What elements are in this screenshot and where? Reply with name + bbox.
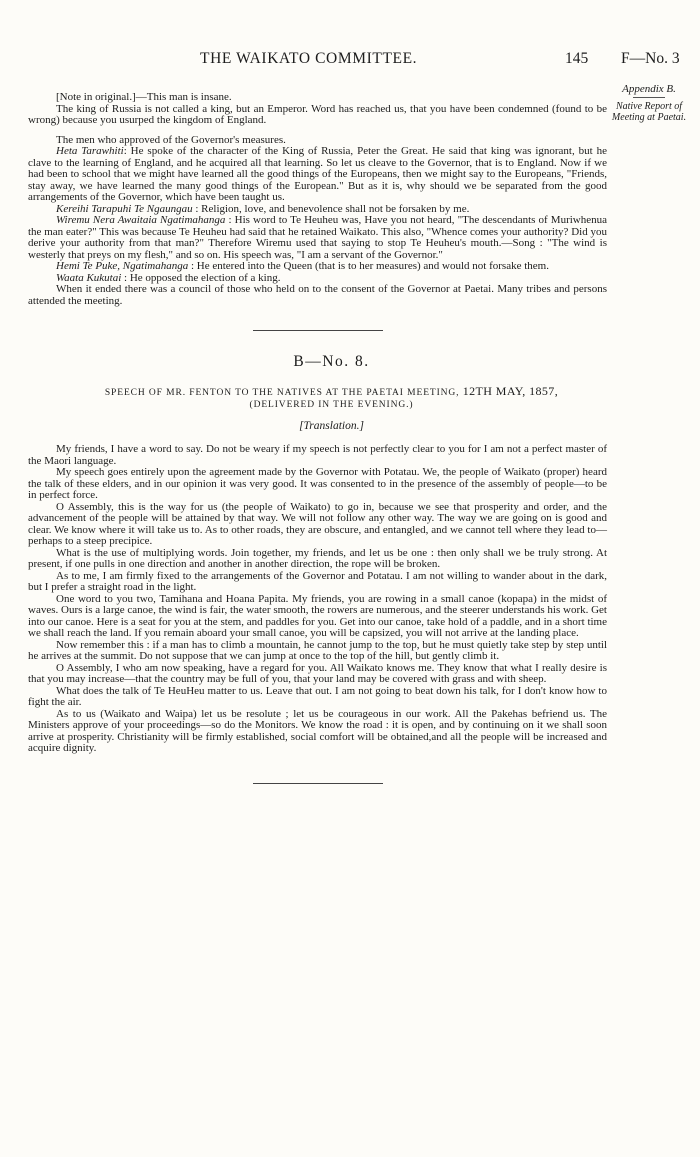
speaker-name: Waata Kukutai	[56, 271, 122, 284]
speech-paragraph: As to me, I am firmly fixed to the arrangements of the Governor and Potatau. I am not willing to wander about in the dark, but I prefer a straight road in the light.	[28, 569, 607, 593]
speaker-paragraph	[28, 146, 607, 204]
speaker-text: : He spoke of the character of the King of Russia, Peter the Great. He said that king was ignorant, but he clave to the learning of England, and he acquired all that learning. So let us cleave to the Governor, that is to England. Now if we had been to school that we might have learned all the good things of the Europeans, then we might say to the Europeans, "Friends, stay away, we have learned the many good things of the European." But as it is, why should we be separated from the good arrangements of the Governor, which have been taught us.	[28, 145, 608, 203]
section-divider	[253, 330, 383, 331]
speaker-text: : Religion, love, and benevolence shall not be forsaken by me.	[192, 202, 470, 215]
speaker-name: Heta Tarawhiti	[56, 145, 124, 157]
speech-paragraph: As to us (Waikato and Waipa) let us be resolute ; let us be courageous in our work. All the Pakehas befriend us. The Ministers approve of your proceedings—so do the Monitors. We know the road : it is open, and by continuing on it we shall soon arrive at prosperity. Christianity will be firmly established, social comfort will be obtained,and all the people will be increased and acquire dignity.	[28, 707, 607, 754]
speech-paragraph: What is the use of multiplying words. Join together, my friends, and let us be one : then only shall we be truly strong. At present, if one pulls in one direction and another in another direction, the rope will be broken.	[28, 546, 607, 570]
speech-paragraph: Now remember this : if a man has to climb a mountain, he cannot jump to the top, but he must quietly take step by step until he arrives at the summit. Do not suppose that we can jump at once to the top of the hill, but gently climb it.	[28, 638, 607, 662]
margin-note	[608, 84, 690, 123]
speech-paragraph: One word to you two, Tamihana and Hoana Papita. My friends, you are rowing in a small canoe (kopapa) in the midst of waves. Ours is a large canoe, the wind is fair, the water smooth, the rowers are numerous, and the steerer understands his work. Get into our canoe. Here is a seat for you at the stem, and paddles for you. Get into our canoe, take hold of a paddle, and in a short time we shall reach the land. If you remain aboard your small canoe, you will be capsized, you will not arrive at the landing place.	[28, 592, 607, 639]
speech-paragraph: O Assembly, this is the way for us (the people of Waikato) to go in, because we see that prosperity and order, and the advancement of the people will be attained by that way. We will not follow any other way. The way we are going on is good and clear. We know where it will take us to. As to other roads, they are obscure, and entangled, and we cannot tell where they lead to—perhaps to a steep precipice.	[28, 500, 607, 547]
speech-heading-text: SPEECH OF MR. FENTON TO THE NATIVES AT THE PAETAI MEETING,	[104, 387, 460, 398]
speaker-name: Wiremu Nera Awaitaia Ngatimahanga	[56, 214, 226, 226]
page-number: 145	[565, 50, 589, 67]
speaker-name: Hemi Te Puke, Ngatimahanga	[56, 260, 189, 272]
body-text	[28, 92, 607, 784]
speaker-name: Kereihi Tarapuhi Te Ngaungau	[56, 202, 193, 215]
speech-date: 12TH MAY, 1857,	[462, 383, 559, 398]
section-title: B—No. 8.	[293, 353, 370, 370]
speaker-paragraph	[28, 215, 607, 261]
translation-note: [Translation.]	[299, 419, 364, 432]
note-paragraph: [Note in original.]—This man is insane.	[56, 91, 232, 103]
header-title: THE WAIKATO COMMITTEE.	[200, 50, 418, 67]
document-reference: F—No. 3	[621, 50, 680, 67]
speech-heading	[28, 385, 607, 399]
report-label-line2: Meeting at Paetai.	[611, 112, 687, 123]
approvers-intro: The men who approved of the Governor's measures.	[56, 133, 286, 146]
speech-paragraph: My speech goes entirely upon the agreement made by the Governor with Potatau. We, the people of Waikato (proper) heard the talk of these elders, and in our opinion it was very good. It was consented to in the presence of the assembly of people—to be in perfect force.	[28, 466, 607, 501]
report-label-line1: Native Report of	[615, 101, 683, 112]
speaker-text: : His word to Te Heuheu was, Have you not heard, "The descendants of Muriwhenua the man eater?" This was because Te Heuheu had said that he retained Waikato. This also, "Whence comes your authority? Did you derive your authority from that man?" Therefore Wiremu used that saying to stop Te Heuheu's mouth.—Song : "The wind is westerly that preys on my flesh," and so on. His speech was, "I am a servant of the Governor."	[28, 214, 608, 261]
margin-rule	[633, 97, 665, 98]
speech-paragraph: O Assembly, I who am now speaking, have a regard for you. All Waikato knows me. They know that what I really desire is that you may increase—that the country may be full of you, that your land may be covered with grass and with sheep.	[28, 661, 607, 685]
speech-subheading: (DELIVERED IN THE EVENING.)	[249, 399, 414, 410]
speech-paragraph: What does the talk of Te HeuHeu matter to us. Leave that out. I am not going to beat down his talk, for I don't know how to fight the air.	[28, 684, 607, 708]
speech-paragraph: My friends, I have a word to say. Do not be weary if my speech is not perfectly clear to you for I am not a perfect master of the Maori language.	[28, 443, 607, 467]
speaker-text: : He entered into the Queen (that is to her measures) and would not forsake them.	[188, 260, 549, 272]
end-divider	[253, 783, 383, 784]
speaker-text: : He opposed the election of a king.	[121, 271, 281, 284]
appendix-label: Appendix B.	[622, 83, 676, 95]
council-paragraph: When it ended there was a council of those who held on to the consent of the Governor at Paetai. Many tribes and persons attended the meeting.	[28, 283, 607, 307]
russia-paragraph: The king of Russia is not called a king, but an Emperor. Word has reached us, that you have been condemned (found to be wrong) because you usurped the kingdom of England.	[28, 102, 607, 126]
running-header	[0, 46, 700, 76]
